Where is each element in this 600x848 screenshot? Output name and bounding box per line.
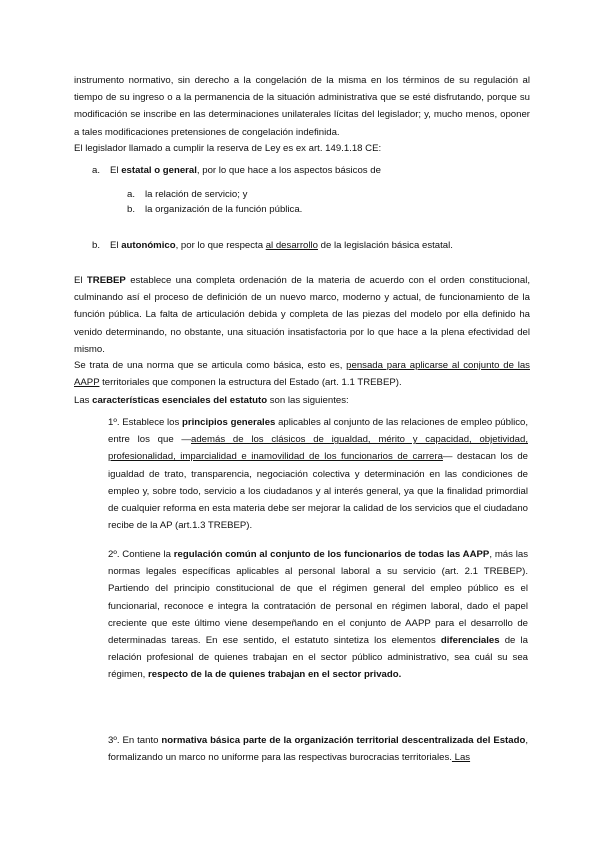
list-item-2: 2º. Contiene la regulación común al conjunto de los funcionarios de todas las AAPP, más las normas legales específicas aplicables al personal laboral a su servicio (art. 2.1 TREBEP). Partiendo del principio constitucional de que el régimen general del empleo público es el funcionarial, reconoce e integra la contratación de personal en régimen laboral, dado el papel creciente que este último viene desempeñando en el conjunto de AAPP para el desarrollo de determinadas tareas. En ese sentido, el estatuto sintetiza los elementos diferenciales de la relación profesional de quienes trabajan en el sector público administrativo, sea cuál su sea régimen, respecto de la de quienes trabajan en el sector privado. [108, 549, 529, 681]
paragraph-caracteristicas: Las características esenciales del estatuto son las siguientes: [74, 395, 349, 406]
paragraph-legislador: El legislador llamado a cumplir la reserva de Ley es ex art. 149.1.18 CE: [74, 143, 382, 154]
sublist-item-a: a. la relación de servicio; y [127, 189, 248, 200]
sublist-item-b: b. la organización de la función pública. [127, 204, 303, 215]
paragraph-norma: Se trata de una norma que se articula como básica, esto es, pensada para aplicarse al conjunto de las AAPP territoriales que componen la estructura del Estado (art. 1.1 TREBEP). [74, 360, 530, 389]
list-item-3: 3º. En tanto normativa básica parte de la organización territorial descentralizada del Estado, formalizando un marco no uniforme para las respectivas burocracias territoriales. Las [108, 735, 528, 764]
list-item-b: b. El autonómico, por lo que respecta al desarrollo de la legislación básica estatal. [92, 240, 453, 251]
list-item-a: a. El estatal o general, por lo que hace a los aspectos básicos de [92, 165, 381, 176]
paragraph-intro: instrumento normativo, sin derecho a la congelación de la misma en los términos de su regulación al tiempo de su ingreso o a la permanencia de la situación administrativa que se esté disfrutando, porque su modificación se inscribe en las determinaciones unilaterales lícitas del legislador; y, mucho menos, oponer a tales modificaciones pretensiones de congelación indefinida. [74, 75, 530, 138]
paragraph-trebep: El TREBEP establece una completa ordenación de la materia de acuerdo con el orden constitucional, culminando así el proceso de definición de un nuevo marco, moderno y actual, de funcionamiento de la función pública. La falta de articulación debida y completa de las piezas del modelo por ella definido ha venido determinando, no obstante, una situación insatisfactoria por lo que hace a la plena efectividad del mismo. [74, 275, 530, 355]
list-item-1: 1º. Establece los principios generales aplicables al conjunto de las relaciones de empleo público, entre los que —además de los clásicos de igualdad, mérito y capacidad, objetividad, profesionalidad, imparcialidad e inamovilidad de los funcionarios de carrera— destacan los de igualdad de trato, transparencia, negociación colectiva y determinación en las condiciones de empleo y, sobre todo, servicio a los ciudadanos y al interés general, ya que la finalidad primordial de cualquier reforma en esta materia debe ser mejorar la calidad de los servicios que el ciudadano recibe de la AP (art.1.3 TREBEP). [108, 417, 529, 532]
